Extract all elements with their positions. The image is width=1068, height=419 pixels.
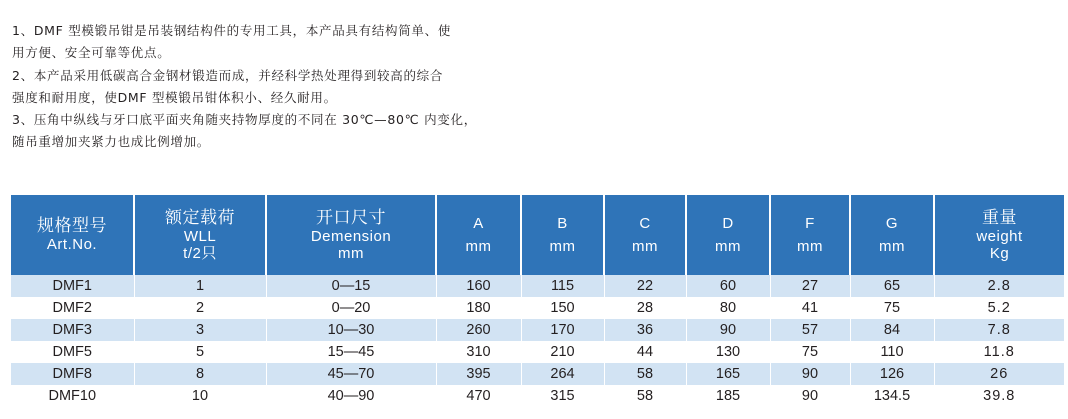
col-header-b	[521, 195, 604, 275]
col-header-en: Demension	[310, 227, 392, 245]
table-cell: 170	[521, 319, 604, 341]
intro-line: 1、DMF 型模锻吊钳是吊装钢结构件的专用工具，本产品具有结构简单、使	[12, 23, 452, 38]
table-cell: 60	[686, 275, 770, 297]
table-cell: 65	[850, 275, 934, 297]
col-header-c	[604, 195, 686, 275]
table-cell: 315	[521, 385, 604, 407]
table-cell: 150	[521, 297, 604, 319]
col-header-unit: mm	[338, 244, 364, 262]
col-header-wll	[134, 195, 266, 275]
table-cell: 44	[604, 341, 686, 363]
table-cell: 57	[770, 319, 850, 341]
col-header-model	[11, 195, 134, 275]
col-header-zh: 规格型号	[37, 216, 107, 236]
table-cell: 28	[604, 297, 686, 319]
table-row	[11, 297, 1064, 319]
table-cell: 26	[934, 363, 1064, 385]
table-cell: 395	[436, 363, 521, 385]
table-cell: 2.8	[934, 275, 1064, 297]
table-cell: DMF10	[11, 385, 134, 407]
col-header-a	[436, 195, 521, 275]
col-header-en: WLL	[183, 227, 217, 245]
table-cell: 27	[770, 275, 850, 297]
col-header-zh: 额定载荷	[165, 207, 235, 228]
table-cell: 130	[686, 341, 770, 363]
table-cell: 58	[604, 385, 686, 407]
col-header-zh: 开口尺寸	[316, 207, 386, 228]
table-cell: 5.2	[934, 297, 1064, 319]
col-header-d	[686, 195, 770, 275]
table-cell: DMF1	[11, 275, 134, 297]
table-cell: 15—45	[266, 341, 436, 363]
table-cell: 90	[686, 319, 770, 341]
col-header-letter: G	[885, 215, 899, 232]
table-cell: 264	[521, 363, 604, 385]
table-cell: 80	[686, 297, 770, 319]
table-cell: 134.5	[850, 385, 934, 407]
table-cell: 1	[134, 275, 266, 297]
col-header-weight	[934, 195, 1064, 275]
col-header-unit: Kg	[989, 244, 1010, 262]
table-cell: 10—30	[266, 319, 436, 341]
table-cell: 5	[134, 341, 266, 363]
table-cell: 2	[134, 297, 266, 319]
col-header-letter: B	[557, 215, 568, 232]
table-cell: 22	[604, 275, 686, 297]
col-header-g	[850, 195, 934, 275]
col-header-unit: mm	[797, 238, 823, 255]
intro-line: 强度和耐用度，使DMF 型模锻吊钳体积小、经久耐用。	[12, 89, 337, 105]
intro-text	[12, 20, 552, 154]
table-cell: 0—20	[266, 297, 436, 319]
col-header-letter: D	[722, 215, 734, 232]
table-cell: 10	[134, 385, 266, 407]
table-cell: 90	[770, 385, 850, 407]
table-cell: 115	[521, 275, 604, 297]
table-cell: 8	[134, 363, 266, 385]
table-row	[11, 385, 1064, 407]
table-header-row	[11, 195, 1064, 275]
table-cell: 160	[436, 275, 521, 297]
table-cell: 11.8	[934, 341, 1064, 363]
table-cell: 40—90	[266, 385, 436, 407]
table-cell: 260	[436, 319, 521, 341]
table-cell: DMF5	[11, 341, 134, 363]
table-row	[11, 341, 1064, 363]
table-cell: 470	[436, 385, 521, 407]
table-cell: 75	[850, 297, 934, 319]
table-cell: 0—15	[266, 275, 436, 297]
table-cell: DMF2	[11, 297, 134, 319]
table-cell: 41	[770, 297, 850, 319]
col-header-letter: C	[639, 215, 651, 232]
table-cell: 126	[850, 363, 934, 385]
intro-line: 用方便、安全可靠等优点。	[12, 45, 171, 61]
table-cell: 90	[770, 363, 850, 385]
table-cell: 110	[850, 341, 934, 363]
col-header-unit: mm	[879, 238, 905, 255]
table-row	[11, 275, 1064, 297]
col-header-unit: mm	[632, 238, 658, 255]
col-header-en: weight	[976, 227, 1023, 245]
table-cell: 165	[686, 363, 770, 385]
col-header-dimension	[266, 195, 436, 275]
table-cell: 45—70	[266, 363, 436, 385]
table-cell: 75	[770, 341, 850, 363]
intro-line: 随吊重增加夹紧力也成比例增加。	[12, 134, 211, 150]
intro-line: 2、本产品采用低碳高合金钢材锻造而成，并经科学热处理得到较高的综合	[12, 67, 444, 83]
table-cell: 210	[521, 341, 604, 363]
col-header-unit: mm	[549, 238, 576, 255]
col-header-letter: F	[805, 215, 815, 232]
table-cell: DMF8	[11, 363, 134, 385]
table-cell: 7.8	[934, 319, 1064, 341]
col-header-unit: t/2只	[183, 244, 217, 262]
col-header-en: Art.No.	[46, 236, 98, 253]
col-header-zh: 重量	[982, 207, 1017, 228]
table-cell: DMF3	[11, 319, 134, 341]
table-cell: 36	[604, 319, 686, 341]
table-cell: 310	[436, 341, 521, 363]
spec-table	[11, 195, 1064, 407]
table-cell: 39.8	[934, 385, 1064, 407]
col-header-letter: A	[473, 215, 484, 232]
table-cell: 58	[604, 363, 686, 385]
table-row	[11, 363, 1064, 385]
col-header-f	[770, 195, 850, 275]
col-header-unit: mm	[465, 238, 492, 255]
table-cell: 84	[850, 319, 934, 341]
table-cell: 180	[436, 297, 521, 319]
table-body	[11, 275, 1064, 407]
table-row	[11, 319, 1064, 341]
intro-line: 3、压角中纵线与牙口底平面夹角随夹持物厚度的不同在 30℃—80℃ 内变化，	[12, 112, 477, 128]
table-cell: 185	[686, 385, 770, 407]
col-header-unit: mm	[715, 238, 741, 255]
table-cell: 3	[134, 319, 266, 341]
